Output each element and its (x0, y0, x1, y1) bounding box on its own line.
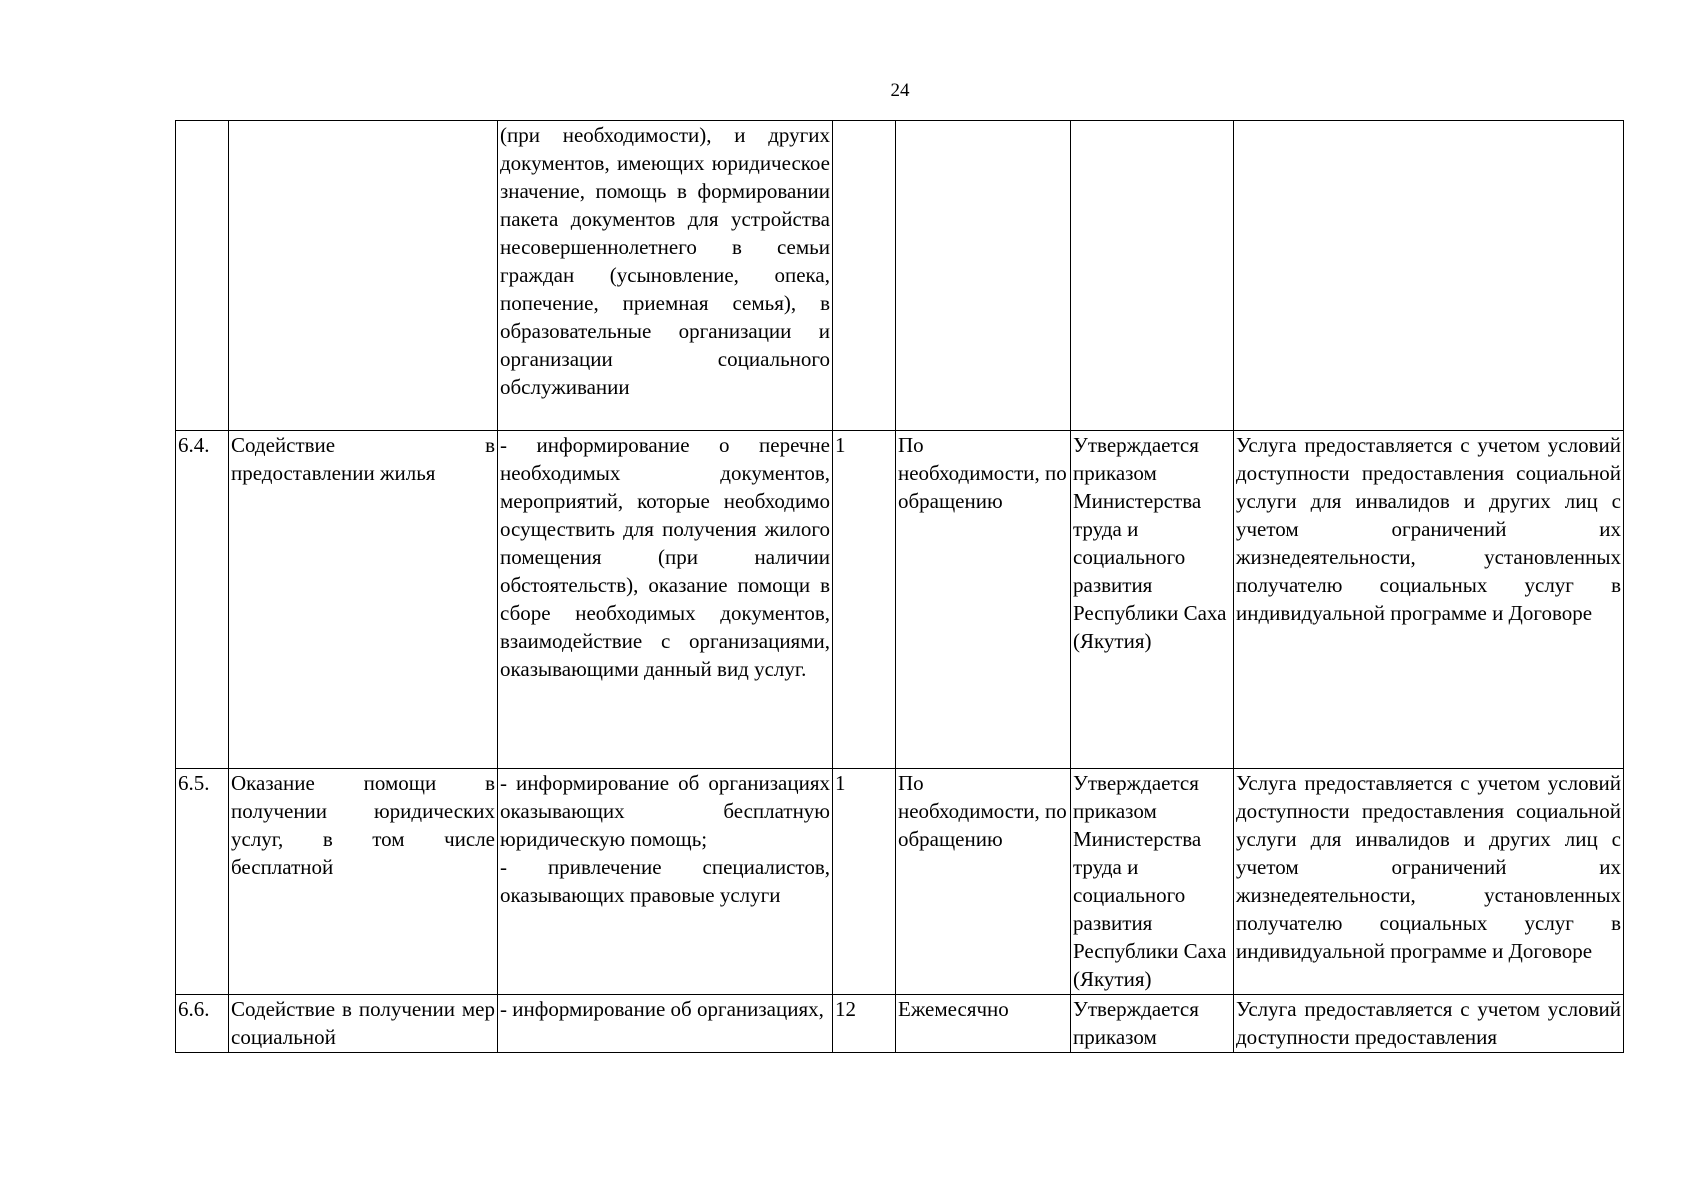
cell-service-content: - информирование об организациях, (498, 995, 833, 1053)
cell-service-content: - информирование об организациях оказывающих бесплатную юридическую помощь; - привлечение специалистов, оказывающих правовые услуги (498, 769, 833, 995)
cell-count: 12 (833, 995, 896, 1053)
cell-frequency: Ежемесячно (896, 995, 1071, 1053)
cell-approval: Утверждается приказом Министерства труда и социального развития Республики Саха (Якутия) (1071, 769, 1234, 995)
cell-approval: Утверждается приказом Министерства труда и социального развития Республики Саха (Якутия) (1071, 431, 1234, 769)
cell-service-content: (при необходимости), и других документов, имеющих юридическое значение, помощь в формировании пакета документов для устройства несовершеннолетнего в семьи граждан (усыновление, опека, попечение, приемная семья), в образовательные организации и организации социального обслуживании (498, 121, 833, 431)
cell-service-name: Содействие в получении мер социальной (229, 995, 498, 1053)
cell-frequency: По необходимости, по обращению (896, 769, 1071, 995)
table-row (176, 431, 1624, 769)
table-row (176, 121, 1624, 431)
cell-service-name (229, 121, 498, 431)
table-row (176, 769, 1624, 995)
cell-conditions: Услуга предоставляется с учетом условий доступности предоставления социальной услуги для инвалидов и других лиц с учетом ограничений их жизнедеятельности, установленных получателю социальных услуг в индивидуальной программе и Договоре (1234, 769, 1624, 995)
cell-number (176, 121, 229, 431)
cell-count: 1 (833, 769, 896, 995)
cell-frequency: По необходимости, по обращению (896, 431, 1071, 769)
table-row (176, 995, 1624, 1053)
services-table (175, 120, 1624, 1053)
cell-conditions: Услуга предоставляется с учетом условий доступности предоставления (1234, 995, 1624, 1053)
cell-approval: Утверждается приказом (1071, 995, 1234, 1053)
page-number: 24 (890, 80, 910, 101)
cell-conditions (1234, 121, 1624, 431)
cell-service-content: - информирование о перечне необходимых документов, мероприятий, которые необходимо осуществить для получения жилого помещения (при наличии обстоятельств), оказание помощи в сборе необходимых документов, взаимодействие с организациями, оказывающими данный вид услуг. (498, 431, 833, 769)
cell-number: 6.5. (176, 769, 229, 995)
cell-conditions: Услуга предоставляется с учетом условий доступности предоставления социальной услуги для инвалидов и других лиц с учетом ограничений их жизнедеятельности, установленных получателю социальных услуг в индивидуальной программе и Договоре (1234, 431, 1624, 769)
cell-frequency (896, 121, 1071, 431)
cell-count (833, 121, 896, 431)
cell-count: 1 (833, 431, 896, 769)
cell-approval (1071, 121, 1234, 431)
cell-service-name: Содействие в предоставлении жилья (229, 431, 498, 769)
cell-number: 6.4. (176, 431, 229, 769)
cell-number: 6.6. (176, 995, 229, 1053)
cell-service-name: Оказание помощи в получении юридических услуг, в том числе бесплатной (229, 769, 498, 995)
